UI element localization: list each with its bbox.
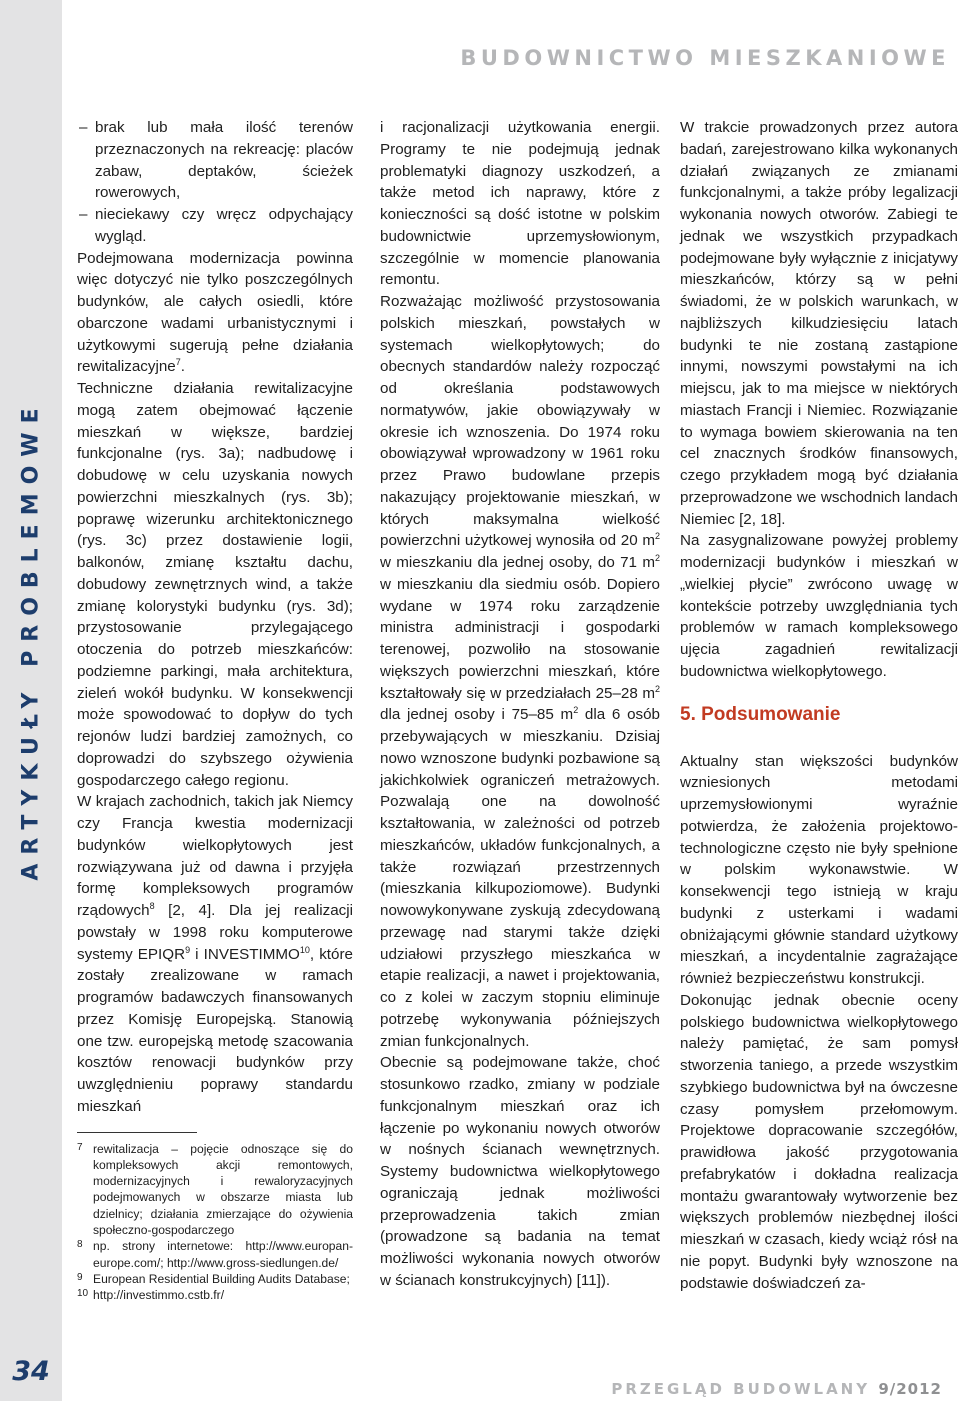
footnote-number: 9: [77, 1271, 83, 1283]
running-head: BUDOWNICTWO MIESZKANIOWE: [460, 46, 950, 70]
paragraph-text: , które zostały zrealizowane w ramach programów badawczych finansowanych przez Komisję Europejską. Stanowią one tzw. europejską metodę szacowania kosztów renowacji budynków przy uwzględnieniu poprawy standardu mieszkań: [77, 945, 353, 1115]
paragraph-text: W krajach zachodnich, takich jak Niemcy czy Francja kwestia modernizacji budynków wielkopłytowych jest rozwiązywana już od dawna i przyjęła formę kompleksowych programów rządowych: [77, 793, 353, 919]
paragraph-text: dla 6 osób przebywających w mieszkaniu. Dzisiaj nowo wznoszone budynki pozbawione są jakichkolwiek ograniczeń metrażowych. Pozwalają one na dowolność kształtowania, w zależności od potrzeb mieszkańców, układów funkcjonalnych, a także rozwiązań przestrzennych (mieszkania kilkupoziomowe). Budynki nowowykonywane zyskują zdecydowaną przewagę nad starymi także dzięki udziałowi przyszłego mieszkańca w etapie realizacji, a nawet i projektowania, co z kolei w zaczym stopniu eliminuje potrzebę wykonywania późniejszych zmian funkcjonalnych.: [380, 706, 661, 1050]
superscript: 2: [573, 705, 579, 716]
paragraph: [77, 791, 353, 1117]
footnote-number: 10: [77, 1288, 89, 1300]
paragraph: Techniczne działania rewitalizacyjne mogą zatem obejmować łączenie mieszkań w większe, bardziej funkcjonalne (rys. 3a); nadbudowę i dobudowę w celu uzyskania nowych powierzchni mieszkalnych (rys. 3b); poprawę wizerunku architektonicznego (rys. 3c) przez dostawienie logii, balkonów, zmianę kształtu dachu, dobudowy zewnętrznych wind, a także zmianę kolorystyki budynku (rys. 3d); przystosowanie przylegającego otoczenia do potrzeb mieszkańców: podziemne parkingi, mała architektura, zieleń wokół budynku. W konsekwencji może spowodować to dopływ do tych rejonów ludzi bardziej zamożnych, co doprowadzi do szybszego ożywienia gospodarczego całego regionu.: [77, 380, 353, 789]
footnote-number: 8: [77, 1239, 83, 1251]
footnote-text: European Residential Building Audits Database;: [93, 1271, 350, 1286]
section-label: ARTYKUŁY PROBLEMOWE: [18, 399, 44, 881]
section-heading: 5. Podsumowanie: [680, 703, 841, 725]
paragraph-text: dla jednej osoby i 75–85 m: [380, 706, 574, 724]
superscript: 2: [654, 683, 660, 694]
column-1: [77, 117, 353, 1303]
list-item: [77, 204, 353, 248]
superscript: 2: [654, 531, 660, 542]
footer-journal: [611, 1380, 942, 1398]
paragraph: Aktualny stan większości budynków wzniesionych metodami uprzemysłowionymi wyraźnie potwierdza, że założenia projektowo-technologiczne często nie były spełnione w polskim wykonawstwie. W konsekwencji tego istnieją w kraju budynki z usterkami i wadami obniżającymi głównie standard użytkowy mieszkań, a incydentalnie zagrażające również bezpieczeństwu konstrukcji.: [680, 752, 958, 987]
bullet-text: nieciekawy czy wręcz odpychający wygląd.: [95, 206, 353, 245]
footnote-text: rewitalizacja – pojęcie odnoszące się do kompleksowych akcji remontowych, modernizacyjnych i rewaloryzacyjnych podejmowanych w obszarze miasta lub dzielnicy; działania zmierzające do ożywienia społeczno-gospodarczego: [93, 1141, 353, 1237]
footnotes: [77, 1141, 353, 1304]
paragraph-text: Podejmowana modernizacja powinna więc dotyczyć nie tylko poszczególnych budynków, ale całych osiedli, które obarczone wadami urbanistycznymi i użytkowymi sugerują pełne działania rewitalizacyjne: [77, 249, 353, 376]
footnote-ref: 10: [299, 944, 310, 955]
footnote-text: http://investimmo.cstb.fr/: [93, 1288, 225, 1303]
paragraph-text: w mieszkaniu dla siedmiu osób. Dopiero wydane w 1974 roku zarządzenie ministra administracji i gospodarki terenowej, pozwoliło na stosowanie większych powierzchni mieszkań, które kształtowały się w przedziałach 25–28 m: [380, 575, 660, 702]
paragraph-text: w mieszkaniu dla jednej osoby, do 71 m: [380, 554, 655, 571]
column-2: [380, 117, 660, 1292]
footnote-ref: 8: [149, 900, 155, 911]
paragraph: Dokonując jednak obecnie oceny polskiego budownictwa wielkopłytowego należy pamiętać, że sam pomysł stworzenia taniego, a przede wszystkim szybkiego budownictwa był na ówczesne czasy pomysłem przełomowym. Projektowe dopracowanie szczegółów, prawidłowa jakość przygotowania prefabrykatów i dokładna realizacja montażu gwarantowały wytworzenie bez większych problemów niezbędnej ilości mieszkań w czasach, kiedy wciąż rósł na nie popyt. Budynki były wznoszone na podstawie doświadczeń za-: [680, 991, 958, 1292]
sidebar: [0, 0, 62, 1401]
footnote-ref: 7: [175, 357, 181, 368]
paragraph: Obecnie są podejmowane także, choć stosunkowo rzadko, zmiany w podziale funkcjonalnym mieszkań oraz ich łączenie po wykonaniu nowych otworów w nośnych ścianach wewnętrznych. Systemy budownictwa wielkopłytowego ograniczają jednak możliwości przeprowadzenia takich zmian (prowadzone są badania na temat możliwości wykonania nowych otworów w ścianach konstrukcyjnych) [11]).: [380, 1054, 660, 1289]
footnote: [77, 1287, 353, 1303]
issue-number: 9/2012: [878, 1380, 942, 1398]
footnote: [77, 1141, 353, 1239]
footnote: [77, 1238, 353, 1271]
dash-bullet: –: [79, 119, 88, 136]
paragraph: W trakcie prowadzonych przez autora badań, zarejestrowano kilka wykonanych działań związanych ze zmianami funkcjonalnymi, a także próby legalizacji wykonania nowych otworów. Zabiegi te jednak we wszystkich przypadkach podejmowane były wyłącznie z inicjatywy mieszkańców, którzy są w pełni świadomi, że w polskich warunkach, w najbliższych kilkudziesięciu latach budynki te nie zostaną zastąpione innymi, nowszymi powstałymi na ich miejscu, jak to ma miejsce w niektórych miastach Francji i Niemiec. Rozwiązanie to wymaga bowiem skierowania na ten cel znacznych środków finansowych, czego przykładem mogą być działania przeprowadzone we wschodnich landach Niemiec [2, 18].: [680, 119, 958, 528]
footnote-divider: [77, 1132, 197, 1133]
paragraph-text: Rozważając możliwość przystosowania polskich mieszkań, powstałych w systemach wielkopłytowych; do obecnych standardów należy rozpocząć od określania podstawowych normatywów, jakie obowiązywały w okresie ich wznoszenia. Do 1974 roku obowiązywał wprowadzony w 1961 roku przez Prawo budowlane przepis nakazujący projektowanie mieszkań, w których maksymalna wielkość powierzchni użytkowej wynosiła od 20 m: [380, 293, 660, 550]
paragraph: [380, 291, 660, 1052]
footnote-text: np. strony internetowe: http://www.europan-europe.com/; http://www.gross-siedlungen.de/: [93, 1239, 353, 1270]
superscript: 2: [654, 552, 660, 563]
paragraph: i racjonalizacji użytkowania energii. Programy te nie podejmują jednak problematyki diagnozy uszkodzeń, a także metod ich naprawy, które z konieczności są dość istotne w polskim budownictwie uprzemysłowionym, szczególnie w momencie planowania remontu.: [380, 119, 660, 289]
paragraph-text: i INVESTIMMO: [190, 945, 300, 963]
page-number: 34: [12, 1356, 50, 1387]
dash-bullet: –: [79, 206, 88, 223]
paragraph: Na zasygnalizowane powyżej problemy modernizacji budynków i mieszkań w „wielkiej płycie” zwrócono uwagę w kontekście potrzeby uwzględniania tych problemów w ramach kompleksowego ujęcia zagadnień rewitalizacji budownictwa wielkopłytowego.: [680, 532, 958, 680]
bullet-text: brak lub mała ilość terenów przeznaczonych na rekreację: placów zabaw, deptaków, ścieżek rowerowych,: [95, 119, 353, 202]
paragraph: [77, 248, 353, 379]
list-item: [77, 117, 353, 204]
journal-name: PRZEGLĄD BUDOWLANY: [611, 1380, 871, 1398]
paragraph-text: .: [180, 358, 186, 376]
footnote-number: 7: [77, 1141, 83, 1153]
column-3: [680, 117, 958, 1294]
footnote: [77, 1271, 353, 1287]
paragraph-text: [2, 4]. Dla jej realizacji powstały w 1998 roku komputerowe systemy EPIQR: [77, 902, 353, 963]
footnote-ref: 9: [185, 944, 191, 955]
